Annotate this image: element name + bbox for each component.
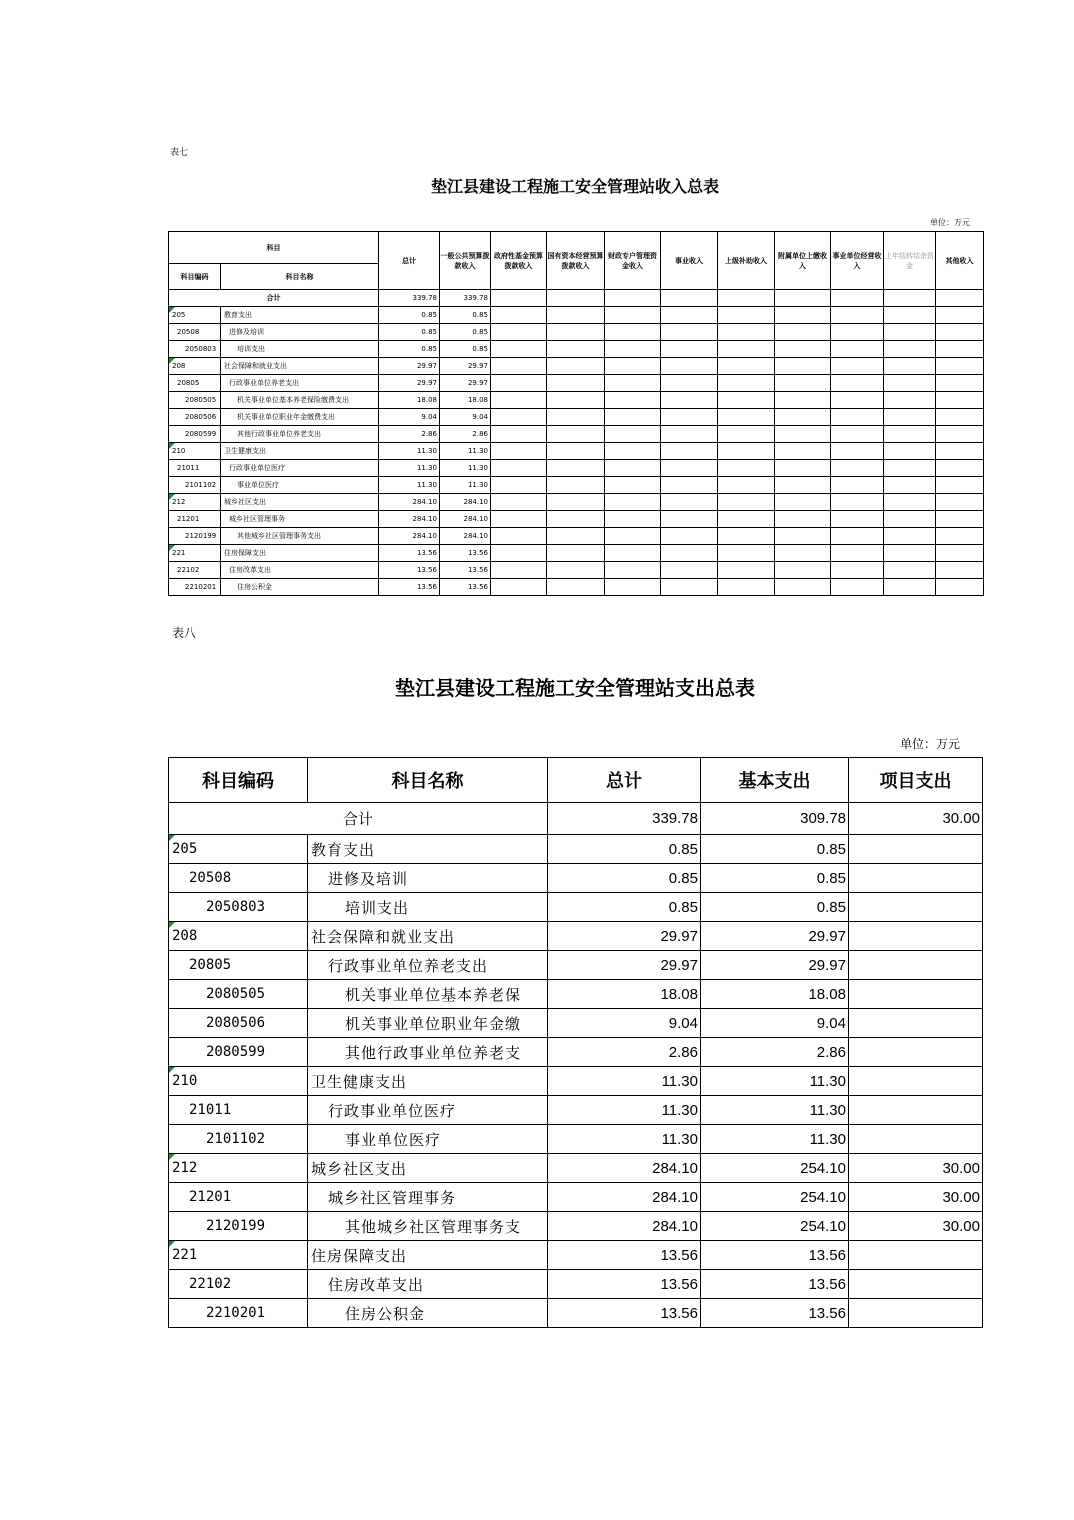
row-name: 卫生健康支出 [221,443,379,460]
header-affiliated-income: 附属单位上缴收入 [775,232,831,290]
row-total: 18.08 [379,392,440,409]
row-project [849,864,983,893]
row-project [849,1125,983,1154]
row-name: 进修及培训 [221,324,379,341]
header-total: 总计 [379,232,440,290]
row-basic: 254.10 [701,1154,849,1183]
row-basic: 13.56 [701,1241,849,1270]
row-code: 2101102 [169,477,221,494]
row-total: 11.30 [379,477,440,494]
header-name: 科目名称 [221,264,379,290]
row-name: 卫生健康支出 [308,1067,548,1096]
row-total: 284.10 [548,1183,701,1212]
row-basic: 254.10 [701,1183,849,1212]
row-name: 行政事业单位养老支出 [308,951,548,980]
header-operating-income: 事业单位经营收入 [831,232,884,290]
row-general-budget: 11.30 [440,477,491,494]
row-name: 行政事业单位养老支出 [221,375,379,392]
row-project [849,1299,983,1328]
header-code: 科目编码 [169,264,221,290]
row-total: 0.85 [379,341,440,358]
row-general-budget: 0.85 [440,324,491,341]
row-general-budget: 284.10 [440,511,491,528]
row-project [849,980,983,1009]
row-basic: 13.56 [701,1270,849,1299]
row-code: 2210201 [169,579,221,596]
header-basic: 基本支出 [701,758,849,803]
table-row [169,893,983,922]
row-general-budget: 284.10 [440,528,491,545]
row-project [849,1009,983,1038]
table-row [169,341,984,358]
row-name: 社会保障和就业支出 [221,358,379,375]
table-row [169,1067,983,1096]
row-basic: 13.56 [701,1299,849,1328]
row-total: 13.56 [379,562,440,579]
row-name: 住房改革支出 [308,1270,548,1299]
total-value: 339.78 [548,803,701,835]
row-code: 2101102 [169,1125,308,1154]
table-row [169,545,984,562]
table7-unit: 单位：万元 [930,218,970,227]
income-summary-table [168,231,984,596]
row-code: 210 [169,443,221,460]
row-name: 住房保障支出 [221,545,379,562]
header-general-budget: 一般公共预算拨款收入 [440,232,491,290]
row-name: 城乡社区管理事务 [221,511,379,528]
table-row [169,922,983,951]
row-general-budget: 13.56 [440,545,491,562]
table-row [169,443,984,460]
row-code: 22102 [169,562,221,579]
row-total: 284.10 [379,494,440,511]
header-fund-budget: 政府性基金预算拨款收入 [491,232,547,290]
row-name: 住房公积金 [308,1299,548,1328]
row-name: 培训支出 [308,893,548,922]
table-row [169,1241,983,1270]
table-row [169,528,984,545]
row-code: 2080505 [169,980,308,1009]
row-code: 21011 [169,460,221,477]
total-project: 30.00 [849,803,983,835]
row-code: 205 [169,835,308,864]
row-name: 行政事业单位医疗 [221,460,379,477]
row-name: 事业单位医疗 [308,1125,548,1154]
table-row [169,1038,983,1067]
header-code: 科目编码 [169,758,308,803]
row-total: 13.56 [548,1299,701,1328]
row-total: 29.97 [548,922,701,951]
total-row [169,803,983,835]
header-project: 项目支出 [849,758,983,803]
table-row [169,951,983,980]
row-total: 11.30 [379,443,440,460]
row-general-budget: 18.08 [440,392,491,409]
row-code: 2050803 [169,893,308,922]
header-special-account: 财政专户管理资金收入 [605,232,661,290]
row-total: 9.04 [548,1009,701,1038]
row-basic: 18.08 [701,980,849,1009]
row-name: 城乡社区支出 [308,1154,548,1183]
table-row [169,392,984,409]
table-row [169,511,984,528]
row-basic: 11.30 [701,1096,849,1125]
row-project [849,893,983,922]
row-name: 其他行政事业单位养老支出 [221,426,379,443]
row-total: 29.97 [379,375,440,392]
row-name: 其他行政事业单位养老支 [308,1038,548,1067]
row-name: 机关事业单位基本养老保 [308,980,548,1009]
row-basic: 2.86 [701,1038,849,1067]
row-basic: 9.04 [701,1009,849,1038]
row-name: 其他城乡社区管理事务支 [308,1212,548,1241]
row-name: 行政事业单位医疗 [308,1096,548,1125]
total-label: 合计 [169,290,379,307]
table8-title: 垫江县建设工程施工安全管理站支出总表 [395,676,755,700]
row-code: 20805 [169,375,221,392]
table-row [169,1183,983,1212]
table-row [169,864,983,893]
header-superior-subsidy: 上级补助收入 [718,232,775,290]
header-carryover: 上年结转结余资金 [884,232,936,290]
row-name: 住房保障支出 [308,1241,548,1270]
row-total: 11.30 [548,1096,701,1125]
row-project [849,1270,983,1299]
table-row [169,375,984,392]
row-code: 212 [169,1154,308,1183]
row-code: 22102 [169,1270,308,1299]
table-row [169,1212,983,1241]
row-code: 221 [169,545,221,562]
row-general-budget: 11.30 [440,460,491,477]
row-name: 住房公积金 [221,579,379,596]
total-label: 合计 [169,803,548,835]
row-name: 教育支出 [308,835,548,864]
row-name: 其他城乡社区管理事务支出 [221,528,379,545]
table8-unit: 单位：万元 [900,737,961,751]
table-row [169,1270,983,1299]
row-project [849,835,983,864]
table-row [169,562,984,579]
row-name: 机关事业单位基本养老保险缴费支出 [221,392,379,409]
row-code: 2120199 [169,1212,308,1241]
header-name: 科目名称 [308,758,548,803]
row-basic: 11.30 [701,1125,849,1154]
row-basic: 0.85 [701,864,849,893]
row-total: 284.10 [548,1154,701,1183]
row-code: 2080505 [169,392,221,409]
table-row [169,1125,983,1154]
row-total: 11.30 [548,1125,701,1154]
row-total: 284.10 [548,1212,701,1241]
table8-tag: 表八 [172,626,197,640]
header-total: 总计 [548,758,701,803]
row-basic: 29.97 [701,922,849,951]
table-row [169,835,983,864]
table-row [169,980,983,1009]
expenditure-summary-table [168,757,983,1328]
row-total: 0.85 [379,324,440,341]
row-code: 2050803 [169,341,221,358]
row-general-budget: 13.56 [440,579,491,596]
row-name: 事业单位医疗 [221,477,379,494]
row-total: 2.86 [548,1038,701,1067]
table-row [169,494,984,511]
row-code: 21201 [169,511,221,528]
row-code: 210 [169,1067,308,1096]
total-general-budget: 339.78 [440,290,491,307]
row-total: 9.04 [379,409,440,426]
row-total: 11.30 [379,460,440,477]
row-general-budget: 11.30 [440,443,491,460]
row-total: 29.97 [379,358,440,375]
header-other-income: 其他收入 [936,232,984,290]
table-row [169,1009,983,1038]
row-total: 0.85 [548,893,701,922]
row-code: 21201 [169,1183,308,1212]
row-name: 培训支出 [221,341,379,358]
row-code: 20508 [169,864,308,893]
row-code: 2080506 [169,409,221,426]
table-row [169,579,984,596]
row-total: 29.97 [548,951,701,980]
row-basic: 11.30 [701,1067,849,1096]
row-name: 进修及培训 [308,864,548,893]
row-total: 11.30 [548,1067,701,1096]
row-general-budget: 2.86 [440,426,491,443]
row-code: 205 [169,307,221,324]
row-project [849,1096,983,1125]
table7-title: 垫江县建设工程施工安全管理站收入总表 [430,177,719,196]
row-code: 21011 [169,1096,308,1125]
row-name: 城乡社区管理事务 [308,1183,548,1212]
row-name: 住房改革支出 [221,562,379,579]
row-general-budget: 0.85 [440,307,491,324]
row-code: 212 [169,494,221,511]
row-project: 30.00 [849,1212,983,1241]
table-row [169,1096,983,1125]
row-project: 30.00 [849,1183,983,1212]
header-state-capital: 国有资本经营预算拨款收入 [547,232,605,290]
row-project [849,1067,983,1096]
total-row [169,290,984,307]
row-total: 13.56 [379,579,440,596]
total-value: 339.78 [379,290,440,307]
row-basic: 0.85 [701,893,849,922]
row-name: 机关事业单位职业年金缴费支出 [221,409,379,426]
row-general-budget: 13.56 [440,562,491,579]
row-total: 18.08 [548,980,701,1009]
row-project [849,1241,983,1270]
row-general-budget: 9.04 [440,409,491,426]
table-row [169,324,984,341]
row-code: 2080506 [169,1009,308,1038]
row-total: 284.10 [379,511,440,528]
row-basic: 29.97 [701,951,849,980]
row-code: 2120199 [169,528,221,545]
row-total: 284.10 [379,528,440,545]
row-project: 30.00 [849,1154,983,1183]
row-general-budget: 284.10 [440,494,491,511]
table7-tag: 表七 [170,148,189,158]
table-row [169,460,984,477]
row-general-budget: 29.97 [440,375,491,392]
row-code: 20508 [169,324,221,341]
table-row [169,1154,983,1183]
row-total: 0.85 [548,864,701,893]
row-total: 13.56 [548,1270,701,1299]
row-project [849,1038,983,1067]
row-basic: 0.85 [701,835,849,864]
row-project [849,951,983,980]
row-name: 机关事业单位职业年金缴 [308,1009,548,1038]
total-basic: 309.78 [701,803,849,835]
table-row [169,477,984,494]
row-total: 13.56 [379,545,440,562]
row-code: 208 [169,922,308,951]
row-code: 20805 [169,951,308,980]
row-total: 2.86 [379,426,440,443]
table-row [169,409,984,426]
table-row [169,426,984,443]
row-name: 教育支出 [221,307,379,324]
row-project [849,922,983,951]
row-general-budget: 0.85 [440,341,491,358]
row-name: 城乡社区支出 [221,494,379,511]
row-basic: 254.10 [701,1212,849,1241]
row-code: 208 [169,358,221,375]
row-code: 2080599 [169,1038,308,1067]
row-code: 2210201 [169,1299,308,1328]
row-total: 0.85 [379,307,440,324]
row-total: 13.56 [548,1241,701,1270]
row-name: 社会保障和就业支出 [308,922,548,951]
table-row [169,358,984,375]
header-subject: 科目 [169,232,379,264]
row-code: 221 [169,1241,308,1270]
row-total: 0.85 [548,835,701,864]
table-row [169,307,984,324]
row-code: 2080599 [169,426,221,443]
header-business-income: 事业收入 [661,232,718,290]
table-row [169,1299,983,1328]
row-general-budget: 29.97 [440,358,491,375]
